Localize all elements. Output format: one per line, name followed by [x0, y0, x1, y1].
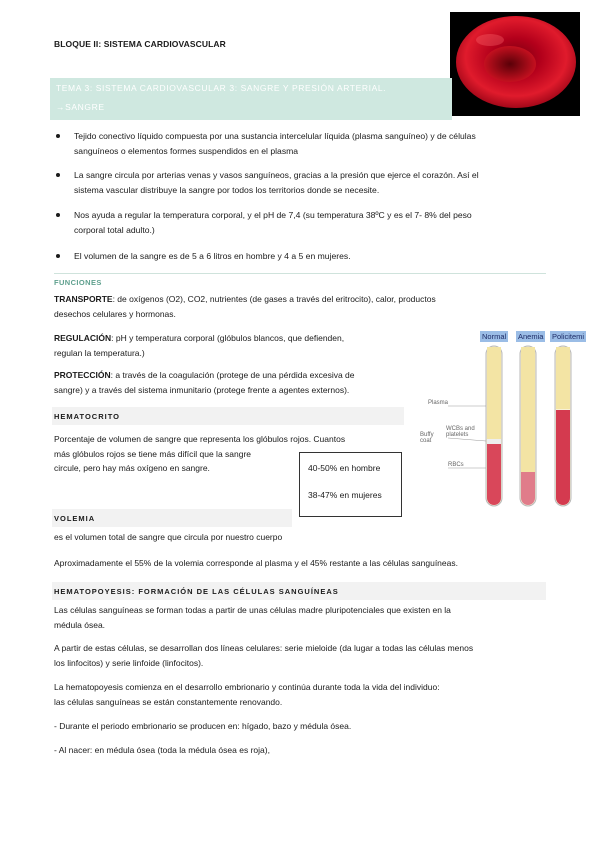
rbc-caption: RBCs: [448, 462, 464, 468]
hematopoiesis-p5: - Al nacer: en médula ósea (toda la médula ósea es roja),: [54, 745, 270, 755]
protection-paragraph: PROTECCIÓN: a través de la coagulación (protege de una pérdida excesiva de sangre) y a través del sistema inmunitario (protege frente a agentes externos).: [54, 370, 355, 395]
buffy-coat-caption: Buffy coat: [420, 432, 434, 444]
hematocrit-values-box: [299, 452, 402, 517]
red-blood-cell-image: [450, 12, 580, 116]
bullet-icon: [56, 213, 60, 217]
hematocrit-heading: HEMATOCRITO: [54, 412, 121, 421]
volemia-heading: VOLEMIA: [54, 514, 96, 523]
volemia-proportion: Aproximadamente el 55% de la volemia corresponde al plasma y el 45% restante a las células sanguíneas.: [54, 558, 458, 568]
list-item: Nos ayuda a regular la temperatura corporal, y el pH de 7,4 (su temperatura 38ºC y es el 7- 8% del peso corporal total adulto.): [56, 208, 556, 238]
regulation-paragraph: REGULACIÓN: pH y temperatura corporal (glóbulos blancos, que defienden, regulan la temperatura.): [54, 333, 345, 358]
list-item: La sangre circula por arterias venas y vasos sanguíneos, gracias a la presión que ejerce el corazón. Así el sistema vascular distribuye la sangre por todos los territorios donde se necesite.: [56, 168, 556, 198]
hematocrit-tubes-figure: [418, 328, 590, 518]
volemia-heading-bar: [52, 509, 292, 527]
tube-label-anemia: Anemia: [518, 332, 544, 341]
block-title: BLOQUE II: SISTEMA CARDIOVASCULAR: [54, 39, 226, 49]
hematopoiesis-p2: A partir de estas células, se desarrollan dos líneas celulares: serie mieloide (da lugar a todas las células menos los linfocitos) y serie linfoide (linfocitos).: [54, 643, 474, 668]
hematopoiesis-p4: - Durante el periodo embrionario se producen en: hígado, bazo y médula ósea.: [54, 721, 352, 731]
topic-subtitle: →SANGRE: [56, 102, 105, 112]
hematocrit-heading-bar: [52, 407, 404, 425]
topic-title: TEMA 3: SISTEMA CARDIOVASCULAR 3: SANGRE Y PRESIÓN ARTERIAL.: [56, 83, 387, 93]
hematocrit-men: 40-50% en hombre: [308, 463, 381, 473]
hematocrit-paragraph: Porcentaje de volumen de sangre que representa los glóbulos rojos. Cuantos más glóbulos rojos se tiene más difícil que la sangre circule, pero hay más oxígeno en sangre.: [54, 434, 346, 473]
hematopoiesis-heading: HEMATOPOYESIS: FORMACIÓN DE LAS CÉLULAS SANGUÍNEAS: [54, 587, 339, 596]
divider: [54, 273, 546, 274]
hematopoiesis-heading-bar: [52, 582, 546, 600]
test-tubes-graphic: [418, 328, 590, 518]
hematopoiesis-p3: La hematopoyesis comienza en el desarrollo embrionario y continúa durante toda la vida del individuo: las células sanguíneas se están constantemente renovando.: [54, 682, 440, 707]
tube-label-normal: Normal: [482, 332, 507, 341]
bullet-icon: [56, 173, 60, 177]
bullet-icon: [56, 254, 60, 258]
volemia-definition: es el volumen total de sangre que circula por nuestro cuerpo: [54, 532, 283, 542]
list-item: Tejido conectivo líquido compuesta por una sustancia intercelular líquida (plasma sanguíneo) y de células sanguíneos o elementos formes suspendidos en el plasma: [56, 129, 556, 159]
wbc-caption: WCBs and platelets: [446, 426, 475, 438]
functions-heading: FUNCIONES: [54, 278, 102, 287]
plasma-caption: Plasma: [428, 400, 449, 406]
tube-label-polycythemia: Policitemi: [552, 332, 585, 341]
topic-banner: [50, 78, 452, 120]
list-item: El volumen de la sangre es de 5 a 6 litros en hombre y 4 a 5 en mujeres.: [56, 249, 556, 265]
hematopoiesis-p1: Las células sanguíneas se forman todas a partir de unas células madre pluripotenciales que existen en la médula ósea.: [54, 605, 451, 630]
hematocrit-women: 38-47% en mujeres: [308, 490, 382, 500]
transport-paragraph: TRANSPORTE: de oxígenos (O2), CO2, nutrientes (de gases a través del eritrocito), calor, productos desechos celulares y hormonas.: [54, 294, 436, 319]
bullet-icon: [56, 134, 60, 138]
